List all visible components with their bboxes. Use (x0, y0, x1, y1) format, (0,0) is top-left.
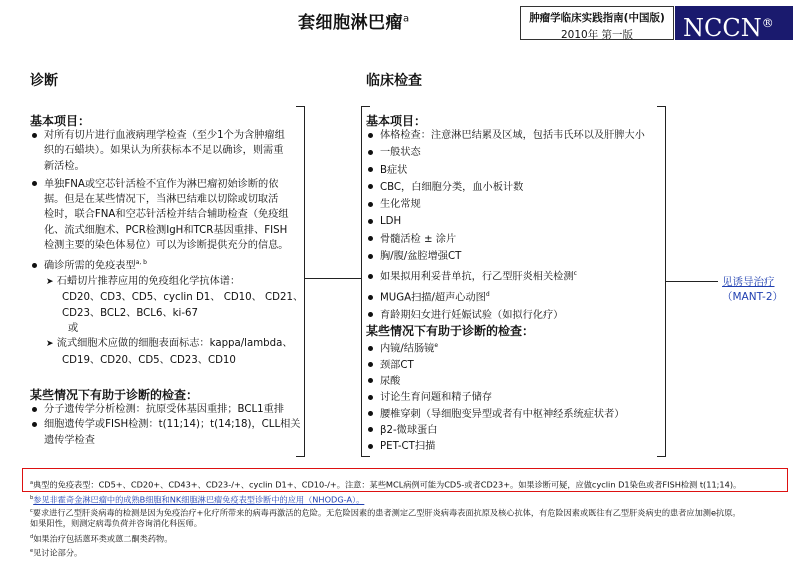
connector-workup-treatment (666, 281, 718, 282)
workup-border-bottom-tick-r (657, 456, 666, 457)
nccn-logo[interactable] (675, 6, 793, 40)
guide-name: 肿瘤学临床实践指南(中国版) (529, 12, 665, 24)
list-item: 生化常规 (368, 197, 645, 212)
list-item: 讨论生育问题和精子储存 (368, 390, 625, 405)
title-footnote-mark[interactable]: a (403, 13, 410, 25)
bullet-icon (32, 263, 37, 268)
footnote-b-link[interactable]: 参见非霍奇金淋巴瘤中的成熟B细胞和NK细胞淋巴瘤免疫表型诊断中的应用（NHODG-A）。 (33, 494, 365, 505)
list-item: MUGA扫描/超声心动图$^d$ (368, 287, 645, 306)
or-text: 或 (68, 322, 79, 334)
list-item: 体格检查：注意淋巴结累及区域，包括韦氏环以及肝脾大小 (368, 128, 645, 143)
diagnosis-useful-list (32, 402, 301, 448)
sub-list-item-cont: CD19、CD20、CD5、CD23、CD10 (62, 354, 236, 366)
guide-version: 2010年 第一版 (560, 29, 634, 41)
list-item-cont: 据。但是在某些情况下，当淋巴结难以切除或切取活 (44, 194, 279, 206)
workup-border-bottom-tick (361, 456, 370, 457)
footnote-e: $^e$见讨论部分。 (30, 547, 83, 558)
list-item: 胸/腹/盆腔增强CT (368, 249, 645, 264)
bullet-icon (368, 219, 373, 224)
bullet-icon (368, 312, 373, 317)
arrow-icon: ➤ (46, 277, 54, 288)
list-item: 单独FNA或空芯针活检不宜作为淋巴瘤初始诊断的依 (32, 177, 303, 192)
diagnosis-border-top-tick (296, 106, 305, 107)
footnote-mark[interactable]: c (573, 270, 577, 278)
bullet-icon (32, 422, 37, 427)
bullet-icon (368, 362, 373, 367)
bullet-icon (368, 444, 373, 449)
bullet-icon (368, 427, 373, 432)
footnote-c: $^c$要求进行乙型肝炎病毒的检测是因为免疫治疗+化疗所带来的病毒再激活的危险。无危险因素的患者测定乙型肝炎病毒表面抗原及核心抗体，有危险因素或既往有乙型肝炎病史的患者应加测e抗原。 (30, 507, 741, 518)
bullet-icon (368, 133, 373, 138)
list-item-cont: 化、流式细胞术、PCR检测IgH和TCR基因重排、FISH (44, 224, 288, 236)
list-item: 分子遗传学分析检测：抗原受体基因重排；BCL1重排 (32, 402, 301, 417)
list-item: 如果拟用利妥昔单抗，行乙型肝炎相关检测$^c$ (368, 266, 645, 285)
list-item: β2-微球蛋白 (368, 423, 625, 438)
footnote-b: $^b$参见非霍奇金淋巴瘤中的成熟B细胞和NK细胞淋巴瘤免疫表型诊断中的应用（NHODG-A）。 (30, 494, 365, 505)
list-item: LDH (368, 214, 645, 229)
list-item: 对所有切片进行血液病理学检查（至少1个为含肿瘤组 (32, 128, 303, 143)
bullet-icon (368, 395, 373, 400)
footnote-mark[interactable]: a, b (135, 259, 147, 267)
connector-diagnosis-workup (305, 278, 361, 279)
diagnosis-basic-list (32, 128, 303, 368)
arrow-icon: ➤ (46, 339, 54, 350)
list-item: B症状 (368, 163, 645, 178)
bullet-icon (32, 407, 37, 412)
sub-list-item-cont: CD23、BCL2、BCL6、ki-67 (62, 307, 199, 319)
footnote-mark[interactable]: e (434, 342, 439, 349)
workup-border-top-tick-r (657, 106, 666, 107)
workup-basic-list (368, 128, 645, 323)
diagnosis-basic-title: 基本项目： (30, 114, 91, 128)
nccn-logo-text: NCCN (683, 14, 762, 42)
bullet-icon (32, 181, 37, 186)
list-item: PET-CT扫描 (368, 439, 625, 454)
diagnosis-right-border (304, 106, 305, 456)
footnote-a: $^a$典型的免疫表型：CD5+、CD20+、CD43+、CD23-/+、cyclin D1+、CD10-/+。注意：某些MCL病例可能为CD5-或者CD23+。如果诊断可疑，应做cyclin D1染色或者FISH检测 t(11;14)。 (30, 479, 742, 490)
footnote-c-cont: 如果阳性，则测定病毒负荷并咨询消化科医师。 (30, 518, 202, 528)
registered-mark: ® (761, 16, 774, 30)
bullet-icon (368, 254, 373, 259)
guide-version-box (520, 6, 674, 40)
diagnosis-heading: 诊断 (30, 73, 58, 89)
list-item: 颈部CT (368, 358, 625, 373)
footnote-mark[interactable]: d (485, 291, 490, 299)
bullet-icon (368, 150, 373, 155)
workup-border-top-tick (361, 106, 370, 107)
list-item: 确诊所需的免疫表型$^{a, b}$ (32, 255, 303, 274)
induction-therapy-link-label[interactable]: 见诱导治疗 (722, 276, 775, 288)
title-text: 套细胞淋巴瘤 (298, 13, 403, 33)
diagnosis-border-bottom-tick (296, 456, 305, 457)
list-item-cont: 新活检。 (44, 160, 85, 172)
list-item: 骨髓活检 ± 涂片 (368, 232, 645, 247)
list-item: 细胞遗传学或FISH检测：t(11;14)；t(14;18)，CLL相关 (32, 417, 301, 432)
workup-basic-title: 基本项目： (366, 114, 427, 128)
induction-therapy-link-code[interactable]: （MANT-2） (722, 291, 784, 303)
bullet-icon (368, 346, 373, 351)
workup-useful-title: 某些情况下有助于诊断的检查： (366, 324, 535, 338)
bullet-icon (368, 167, 373, 172)
page-title (298, 8, 508, 33)
list-item-cont: 检时，联合FNA和空芯针活检并结合辅助检查（免疫组 (44, 209, 289, 221)
list-item: 育龄期妇女进行妊娠试验（如拟行化疗） (368, 308, 645, 323)
bullet-icon (32, 133, 37, 138)
list-item-cont: 检测主要的染色体易位）可以为诊断提供充分的信息。 (44, 240, 289, 252)
sub-list-item-cont: CD20、CD3、CD5、cyclin D1、 CD10、 CD21、 (62, 292, 304, 304)
bullet-icon (368, 411, 373, 416)
bullet-icon (368, 184, 373, 189)
bullet-icon (368, 202, 373, 207)
bullet-icon (368, 236, 373, 241)
diagnosis-useful-title: 某些情况下有助于诊断的检查： (30, 388, 199, 402)
bullet-icon (368, 378, 373, 383)
workup-left-border (361, 106, 362, 456)
list-item: 尿酸 (368, 374, 625, 389)
list-item: 内镜/结肠镜$^e$ (368, 338, 625, 357)
bullet-icon (368, 295, 373, 300)
list-item: CBC，白细胞分类，血小板计数 (368, 180, 645, 195)
list-item: 腰椎穿刺（导细胞变异型或者有中枢神经系统症状者） (368, 407, 625, 422)
list-item: 一般状态 (368, 145, 645, 160)
list-item-cont: 遗传学检查 (44, 434, 95, 446)
workup-useful-list (368, 338, 625, 454)
sub-list-item: ➤ 石蜡切片推荐应用的免疫组化学抗体谱： (46, 276, 241, 288)
bullet-icon (368, 274, 373, 279)
sub-list-item: ➤ 流式细胞术应做的细胞表面标志：kappa/lambda、 (46, 338, 293, 350)
list-item-cont: 织的石蜡块）。如果认为所获标本不足以确诊，则需重 (44, 145, 284, 157)
induction-therapy-link[interactable] (722, 274, 783, 304)
footnote-d: $^d$如果治疗包括蒽环类或蒽二酮类药物。 (30, 533, 173, 544)
workup-heading: 临床检查 (366, 73, 422, 89)
